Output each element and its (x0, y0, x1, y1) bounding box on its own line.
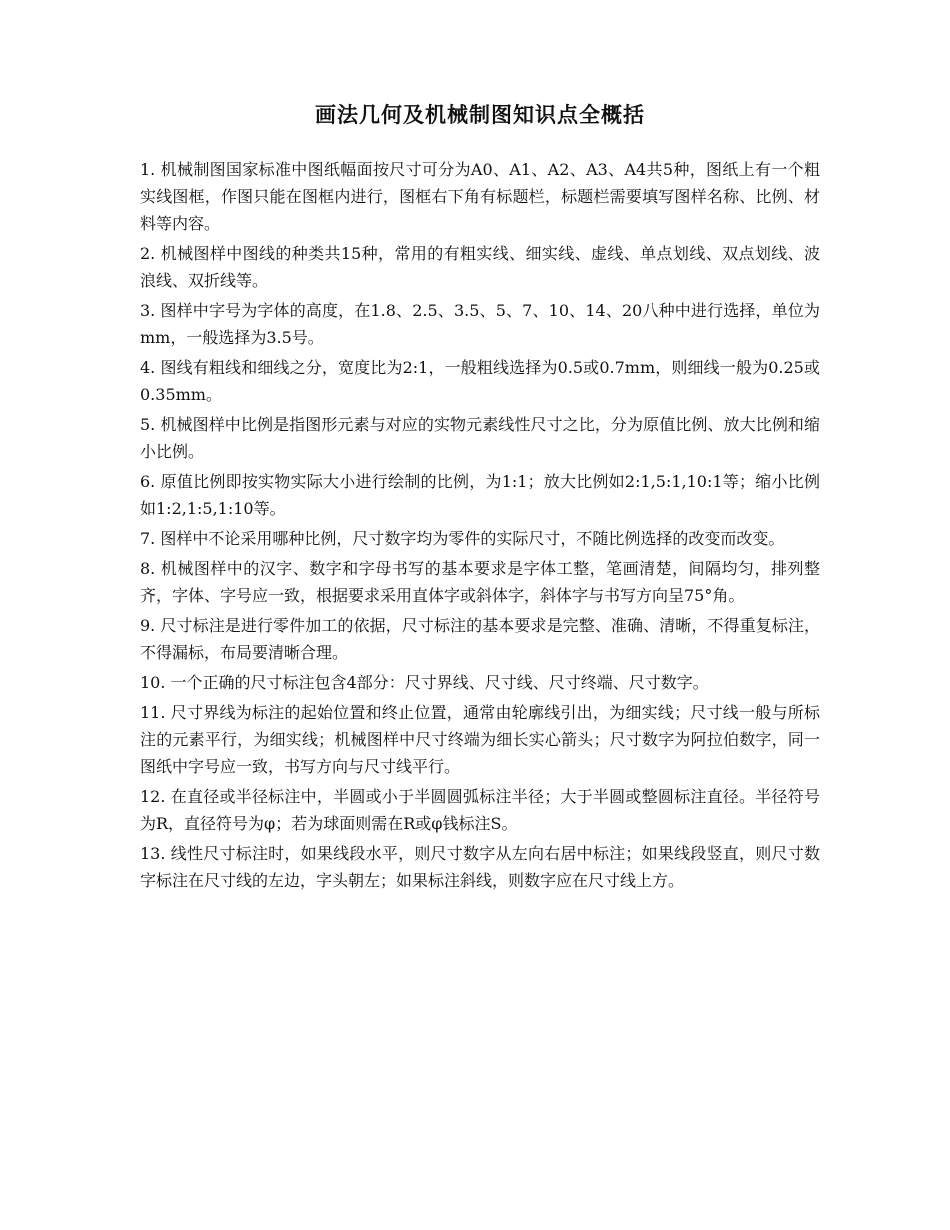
knowledge-point-1: 1. 机械制图国家标准中图纸幅面按尺寸可分为A0、A1、A2、A3、A4共5种，图纸上有一个粗实线图框，作图只能在图框内进行，图框右下角有标题栏，标题栏需要填写图样名称、比例、材料等内容。 (140, 160, 820, 233)
document-page (140, 100, 820, 897)
knowledge-point-8: 8. 机械图样中的汉字、数字和字母书写的基本要求是字体工整，笔画清楚，间隔均匀，排列整齐，字体、字号应一致，根据要求采用直体字或斜体字，斜体字与书写方向呈75°角。 (140, 559, 820, 605)
knowledge-point-4: 4. 图线有粗线和细线之分，宽度比为2:1，一般粗线选择为0.5或0.7mm，则细线一般为0.25或0.35mm。 (140, 358, 820, 404)
knowledge-point-list (140, 156, 820, 894)
knowledge-point-13: 13. 线性尺寸标注时，如果线段水平，则尺寸数字从左向右居中标注；如果线段竖直，则尺寸数字标注在尺寸线的左边，字头朝左；如果标注斜线，则数字应在尺寸线上方。 (140, 844, 820, 890)
knowledge-point-3: 3. 图样中字号为字体的高度，在1.8、2.5、3.5、5、7、10、14、20八种中进行选择，单位为mm，一般选择为3.5号。 (140, 301, 820, 347)
knowledge-point-11: 11. 尺寸界线为标注的起始位置和终止位置，通常由轮廓线引出，为细实线；尺寸线一般与所标注的元素平行，为细实线；机械图样中尺寸终端为细长实心箭头；尺寸数字为阿拉伯数字，同一图纸中字号应一致，书写方向与尺寸线平行。 (140, 703, 820, 776)
knowledge-point-7: 7. 图样中不论采用哪种比例，尺寸数字均为零件的实际尺寸，不随比例选择的改变而改变。 (140, 529, 785, 548)
document-title: 画法几何及机械制图知识点全概括 (315, 103, 645, 127)
knowledge-point-10: 10. 一个正确的尺寸标注包含4部分：尺寸界线、尺寸线、尺寸终端、尺寸数字。 (140, 673, 709, 692)
knowledge-point-12: 12. 在直径或半径标注中，半圆或小于半圆圆弧标注半径；大于半圆或整圆标注直径。半径符号为R，直径符号为φ；若为球面则需在R或φ钱标注S。 (140, 787, 820, 833)
knowledge-point-2: 2. 机械图样中图线的种类共15种，常用的有粗实线、细实线、虚线、单点划线、双点划线、波浪线、双折线等。 (140, 244, 820, 290)
knowledge-point-9: 9. 尺寸标注是进行零件加工的依据，尺寸标注的基本要求是完整、准确、清晰，不得重复标注，不得漏标，布局要清晰合理。 (140, 616, 820, 662)
knowledge-point-6: 6. 原值比例即按实物实际大小进行绘制的比例，为1:1；放大比例如2:1,5:1,10:1等；缩小比例如1:2,1:5,1:10等。 (140, 472, 820, 518)
knowledge-point-5: 5. 机械图样中比例是指图形元素与对应的实物元素线性尺寸之比，分为原值比例、放大比例和缩小比例。 (140, 415, 820, 461)
